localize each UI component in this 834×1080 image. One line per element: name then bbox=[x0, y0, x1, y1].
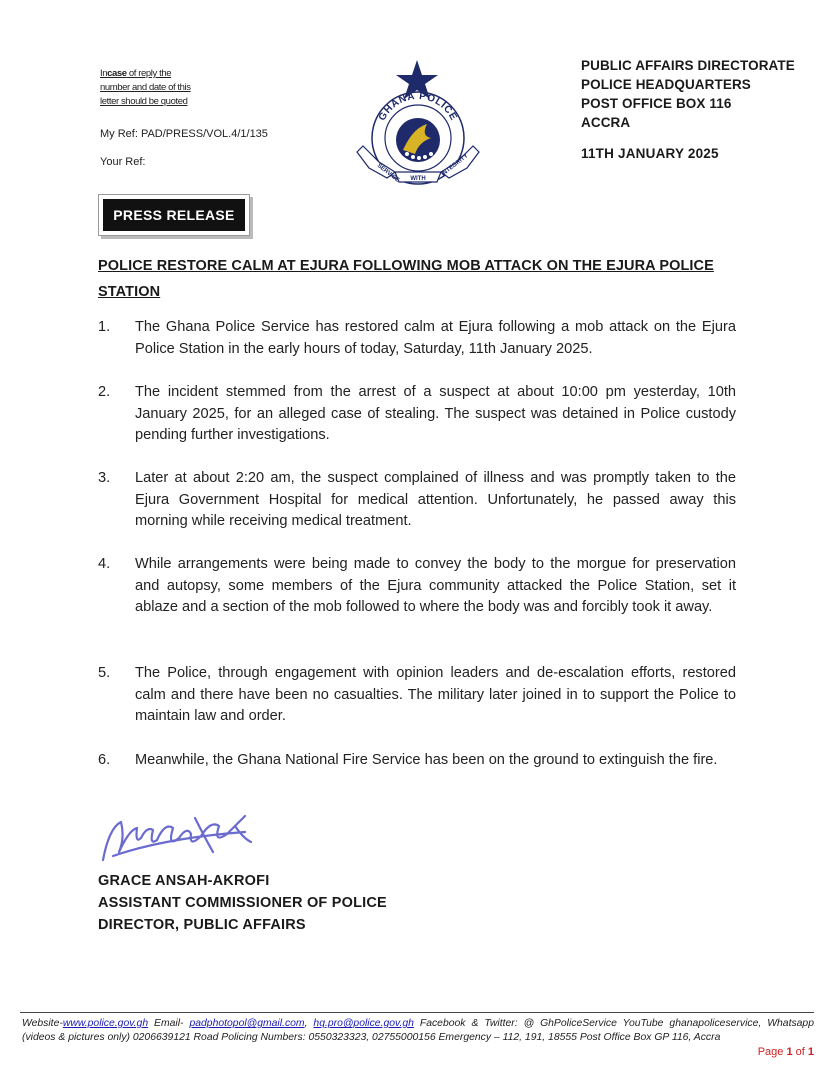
paragraph bbox=[98, 554, 736, 619]
headline: POLICE RESTORE CALM AT EJURA FOLLOWING MOB ATTACK ON THE EJURA POLICE STATION bbox=[98, 258, 714, 300]
paragraph-number: 1. bbox=[98, 319, 111, 335]
paragraph-number: 6. bbox=[98, 752, 111, 768]
address-line1: PUBLIC AFFAIRS DIRECTORATE bbox=[581, 58, 795, 73]
footer-contact: Website-www.police.gov.gh Email- padphotopol@gmail.com, hq.pro@police.gov.gh Facebook & Twitter: @ GhPoliceService YouTube ghanapoliceservice, Whatsapp (videos & pictures only) 0206639121 Road Policing Numbers: 0550323323, 02755000156 Emergency – 112, 191, 18555 Post Office Box GP 116, Accra bbox=[22, 1018, 814, 1043]
press-release-label: PRESS RELEASE bbox=[103, 199, 245, 231]
your-ref: Your Ref: bbox=[100, 156, 146, 168]
paragraph-text: The incident stemmed from the arrest of a suspect at about 10:00 pm yesterday, 10th January 2025, for an alleged case of stealing. The suspect was detained in Police custody pending further investigations. bbox=[135, 384, 736, 443]
svg-text:GHANA POLICE bbox=[377, 91, 459, 123]
logo-top-text: GHANA POLICE bbox=[376, 90, 460, 123]
footer-contact-text: Facebook & Twitter: @ GhPoliceService YouTube ghanapoliceservice, Whatsapp (videos & pictures only) 0206639121 Road Policing Numbers: 0550323323, 02755000156 Emergency – 112, 191, 18555 Post Office Box GP 116, Accra bbox=[22, 1018, 814, 1043]
paragraph bbox=[98, 468, 736, 533]
paragraph-number: 2. bbox=[98, 384, 111, 400]
ghana-police-crest-icon bbox=[355, 58, 480, 188]
page-number: Page 1 of 1 bbox=[757, 1046, 814, 1058]
signature-icon bbox=[95, 808, 265, 868]
logo-right-text: INTEGRITY bbox=[440, 153, 470, 178]
paragraph-text: Meanwhile, the Ghana National Fire Service has been on the ground to extinguish the fire. bbox=[135, 752, 718, 768]
reply-note-line2: number and date of this bbox=[100, 82, 191, 93]
address-line4: ACCRA bbox=[581, 115, 631, 130]
address-block bbox=[581, 56, 795, 132]
paragraph-number: 4. bbox=[98, 556, 111, 572]
signatory-block bbox=[98, 870, 387, 936]
signatory-rank: ASSISTANT COMMISSIONER OF POLICE bbox=[98, 895, 387, 911]
logo-left-text: SERVICE bbox=[375, 162, 401, 184]
website-link[interactable]: www.police.gov.gh bbox=[62, 1018, 149, 1029]
press-release-badge bbox=[98, 194, 250, 236]
paragraph-text: While arrangements were being made to convey the body to the morgue for preservation and autopsy, some members of the Ejura community attacked the Police Station, set it ablaze and a section of the mob followed to where the body was and forcibly took it away. bbox=[135, 556, 736, 615]
paragraph bbox=[98, 663, 736, 728]
paragraph-number: 3. bbox=[98, 470, 111, 486]
release-date: 11TH JANUARY 2025 bbox=[581, 146, 719, 161]
address-line3: POST OFFICE BOX 116 bbox=[581, 96, 732, 111]
my-ref: My Ref: PAD/PRESS/VOL.4/1/135 bbox=[100, 128, 268, 140]
reply-note-line1: Incase of reply the bbox=[100, 68, 172, 79]
address-line2: POLICE HEADQUARTERS bbox=[581, 77, 751, 92]
paragraph-text: Later at about 2:20 am, the suspect complained of illness and was promptly taken to the Ejura Government Hospital for medical attention. Unfortunately, he passed away this morning while receiving medical treatment. bbox=[135, 470, 736, 529]
paragraph-text: The Police, through engagement with opinion leaders and de-escalation efforts, restored calm and there have been no casualties. The military later joined in to support the Police to maintain law and order. bbox=[135, 665, 736, 724]
paragraph-number: 5. bbox=[98, 665, 111, 681]
reply-note-line3: letter should be quoted bbox=[100, 96, 188, 107]
paragraph bbox=[98, 750, 736, 772]
email-link-2[interactable]: hq.pro@police.gov.gh bbox=[313, 1018, 414, 1029]
logo-mid-text: WITH bbox=[410, 176, 426, 182]
paragraph-text: The Ghana Police Service has restored calm at Ejura following a mob attack on the Ejura Police Station in the early hours of today, Saturday, 11th January 2025. bbox=[135, 319, 736, 357]
signatory-name: GRACE ANSAH-AKROFI bbox=[98, 873, 270, 889]
footer-divider bbox=[20, 1012, 814, 1013]
email-link-1[interactable]: padphotopol@gmail.com bbox=[189, 1018, 305, 1029]
reply-note bbox=[100, 67, 230, 109]
paragraph bbox=[98, 317, 736, 360]
paragraph bbox=[98, 382, 736, 447]
signatory-position: DIRECTOR, PUBLIC AFFAIRS bbox=[98, 917, 306, 933]
